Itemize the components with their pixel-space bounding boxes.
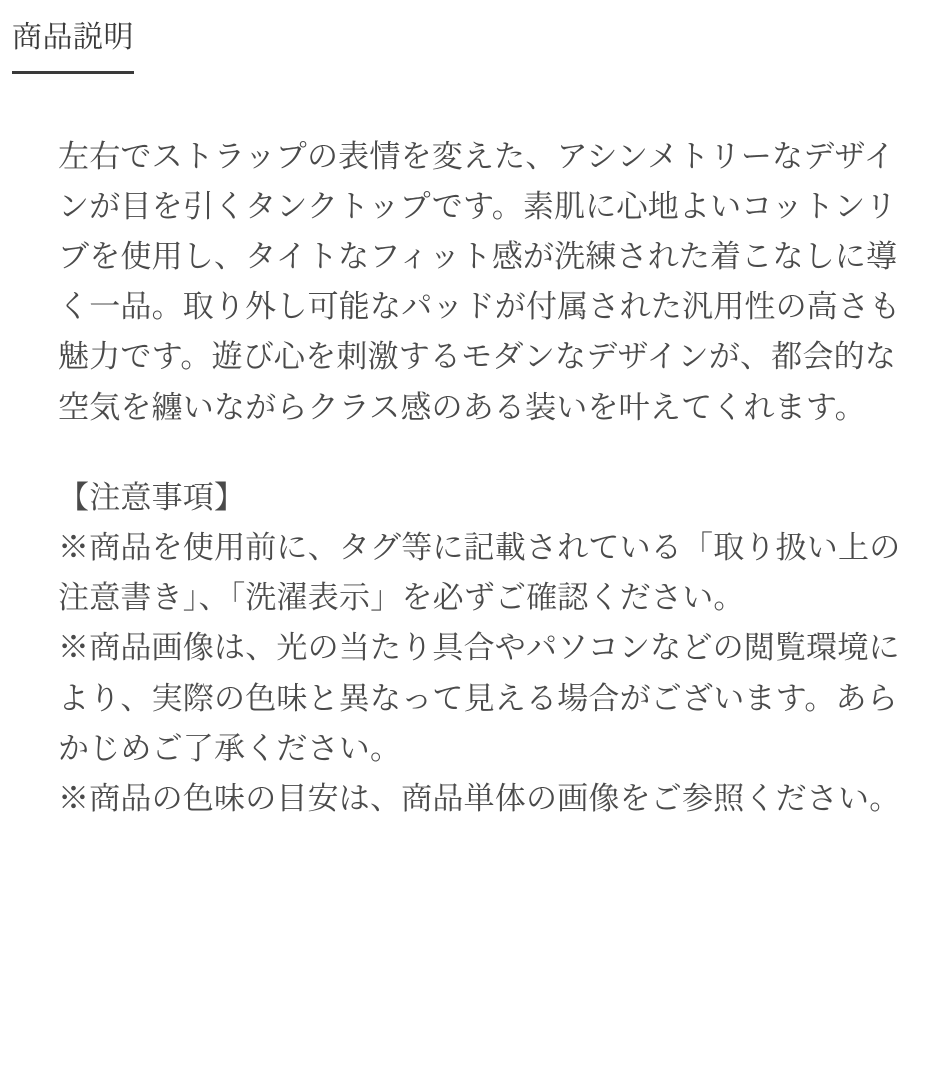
notice-title: 【注意事項】: [58, 479, 246, 515]
list-item: ※商品画像は、光の当たり具合やパソコンなどの閲覧環境により、実際の色味と異なって見える場合がございます。あらかじめご了承ください。: [58, 630, 900, 766]
list-item: ※商品の色味の目安は、商品単体の画像をご参照ください。: [58, 781, 901, 817]
notice-list: [58, 523, 917, 824]
description-main-text: 左右でストラップの表情を変えた、アシンメトリーなデザインが目を引くタンクトップです。素肌に心地よいコットンリブを使用し、タイトなフィット感が洗練された着こなしに導く一品。取り外し可能なパッドが付属された汎用性の高さも魅力です。遊び心を刺激するモダンなデザインが、都会的な空気を纏いながらクラス感のある装いを叶えてくれます。: [58, 138, 901, 425]
section-heading-wrapper: [0, 18, 931, 74]
page-title: 商品説明: [12, 18, 134, 74]
notice-block: [58, 473, 917, 825]
description-body: [0, 132, 931, 825]
list-item: ※商品を使用前に、タグ等に記載されている「取り扱い上の注意書き」、「洗濯表示」を必ずご確認ください。: [58, 530, 901, 616]
